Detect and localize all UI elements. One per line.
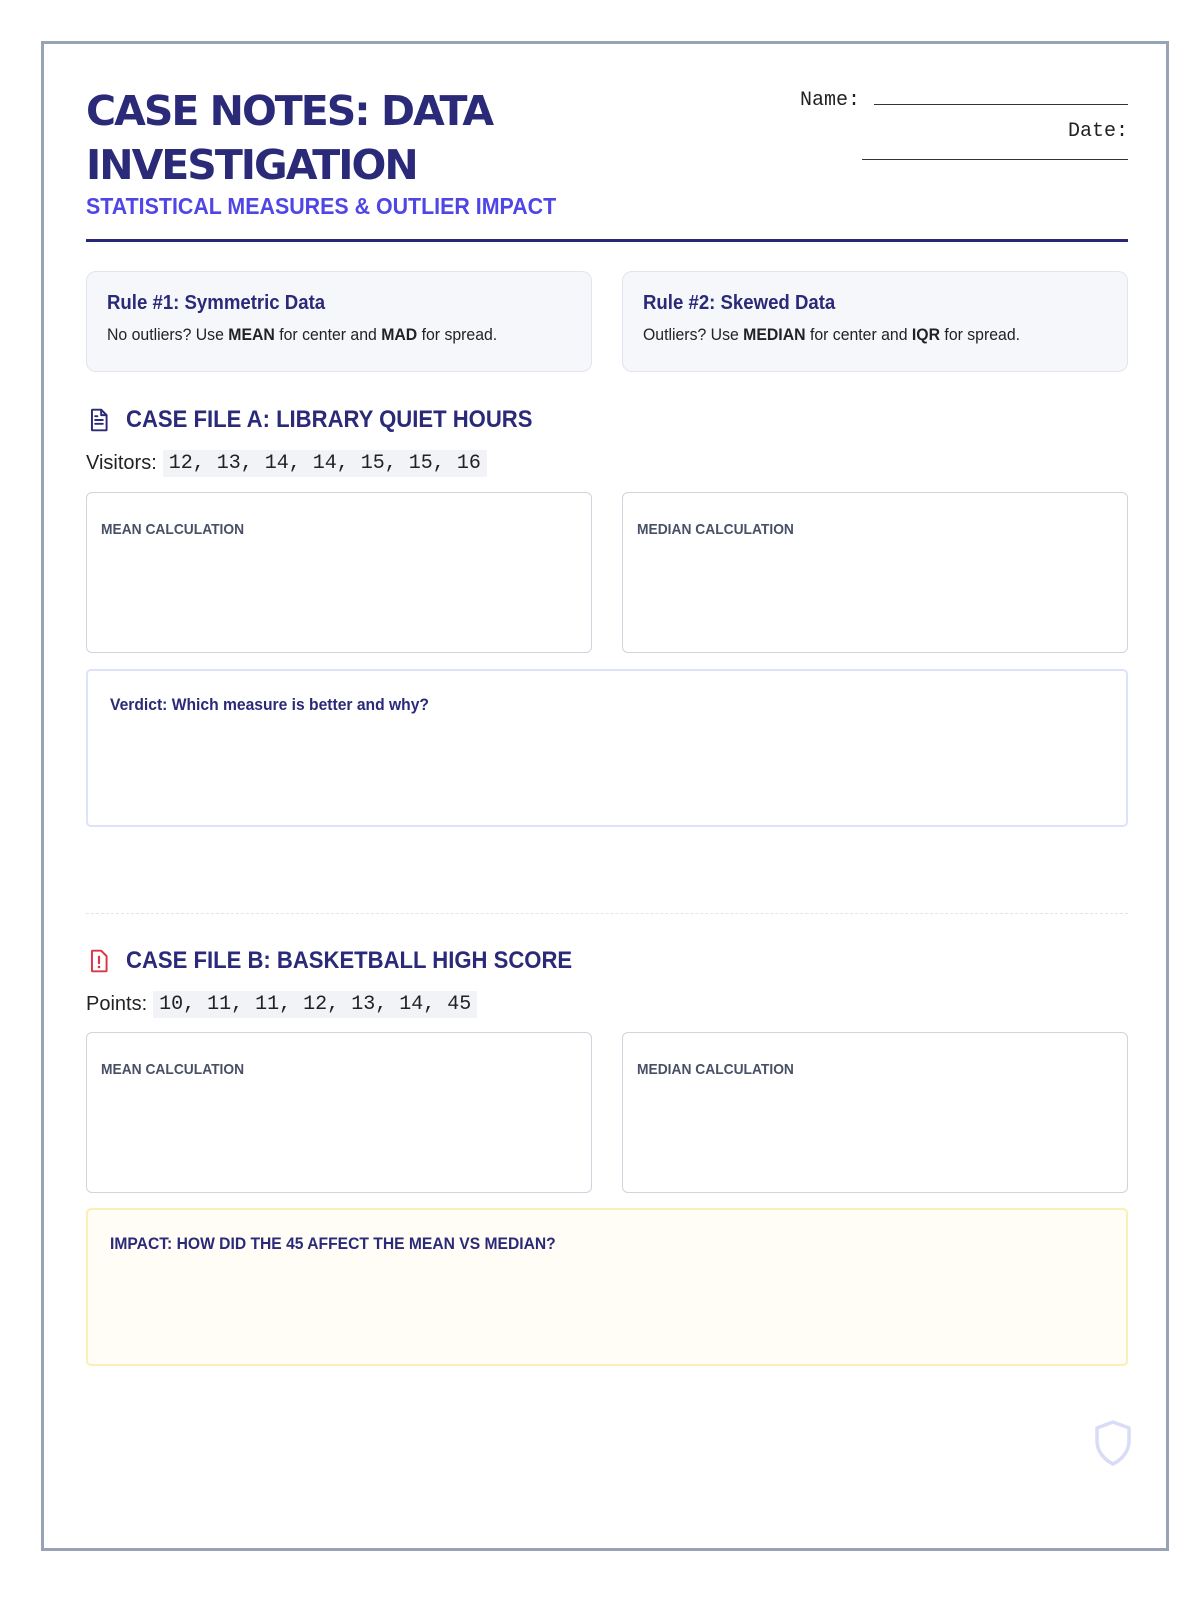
rule-center-measure: MEDIAN: [743, 325, 806, 344]
rule-text-middle: for center and: [809, 325, 908, 344]
case-b-data: [86, 991, 477, 1018]
shield-icon: [1093, 1419, 1133, 1467]
rule-card-skewed: [622, 271, 1128, 372]
case-a-verdict-box[interactable]: [86, 669, 1128, 827]
case-a-mean-label: MEAN CALCULATION: [101, 521, 245, 538]
rule-spread-measure: MAD: [381, 325, 418, 344]
case-a-mean-box[interactable]: [86, 492, 592, 653]
case-b-data-values: 10, 11, 11, 12, 13, 14, 45: [153, 991, 477, 1018]
rule-text-suffix: for spread.: [421, 325, 498, 344]
worksheet-page: [41, 41, 1169, 1551]
document-icon: [86, 407, 112, 433]
case-a-data-values: 12, 13, 14, 14, 15, 15, 16: [163, 450, 487, 477]
rule-title: Rule #2: Skewed Data: [643, 292, 836, 314]
page-title: CASE NOTES: DATA INVESTIGATION: [86, 87, 493, 189]
case-b-median-box[interactable]: [622, 1032, 1128, 1193]
case-b-impact-label: IMPACT: HOW DID THE 45 AFFECT THE MEAN VS MEDIAN?: [110, 1234, 556, 1253]
case-b-title: CASE FILE B: BASKETBALL HIGH SCORE: [126, 947, 573, 974]
rule-title: Rule #1: Symmetric Data: [107, 292, 326, 314]
case-a-median-label: MEDIAN CALCULATION: [637, 521, 794, 538]
name-row: [788, 86, 1128, 112]
case-a-header: [86, 406, 568, 434]
section-divider: [86, 913, 1128, 914]
case-a-title: CASE FILE A: LIBRARY QUIET HOURS: [126, 406, 533, 433]
rule-center-measure: MEAN: [228, 325, 275, 344]
case-a-verdict-label: Verdict: Which measure is better and why?: [110, 695, 429, 714]
date-field[interactable]: [862, 159, 1128, 160]
rule-text-middle: for center and: [279, 325, 377, 344]
name-label: Name:: [799, 89, 860, 112]
case-a-data-label: Visitors:: [86, 452, 157, 474]
rule-spread-measure: IQR: [911, 325, 941, 344]
page-subtitle: STATISTICAL MEASURES & OUTLIER IMPACT: [86, 193, 557, 219]
rule-text-suffix: for spread.: [944, 325, 1021, 344]
student-info: [788, 86, 1128, 160]
rule-card-symmetric: [86, 271, 592, 372]
rule-text-prefix: No outliers? Use: [107, 325, 224, 344]
rule-text-prefix: Outliers? Use: [643, 325, 739, 344]
case-b-mean-box[interactable]: [86, 1032, 592, 1193]
date-label: Date:: [1067, 120, 1128, 143]
case-b-header: [86, 947, 611, 975]
name-field[interactable]: [874, 86, 1128, 105]
rule-text: [643, 325, 1075, 345]
case-b-median-label: MEDIAN CALCULATION: [637, 1061, 794, 1078]
case-a-data: [86, 450, 487, 477]
case-b-mean-label: MEAN CALCULATION: [101, 1061, 245, 1078]
case-b-data-label: Points:: [86, 993, 148, 1015]
alert-file-icon: [86, 948, 112, 974]
rule-text: [107, 325, 539, 345]
case-a-median-box[interactable]: [622, 492, 1128, 653]
header-divider: [86, 239, 1128, 242]
case-b-impact-box[interactable]: [86, 1208, 1128, 1366]
